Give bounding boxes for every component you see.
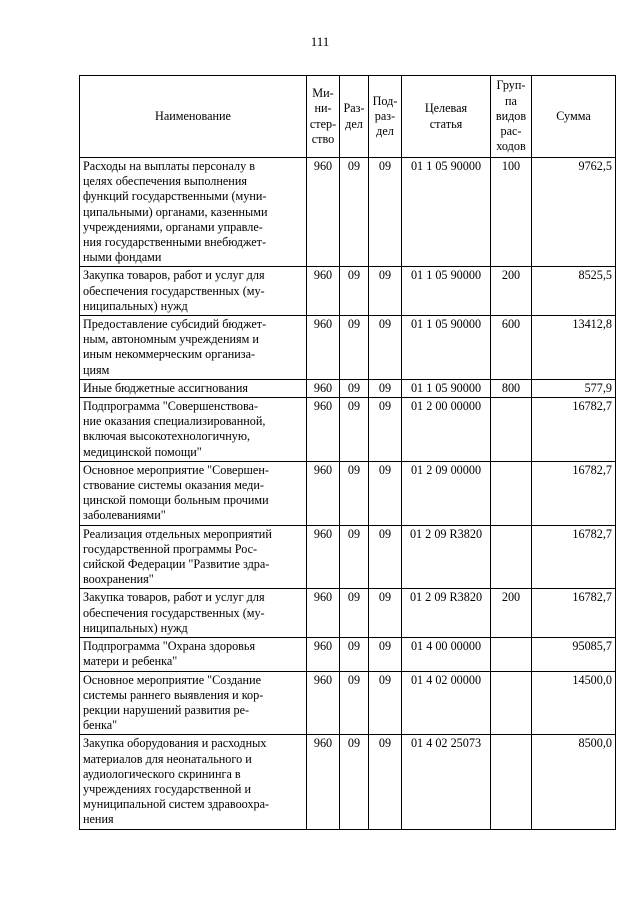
- cell-sum: 8525,5: [532, 267, 616, 316]
- cell-sum: 95085,7: [532, 638, 616, 671]
- header-name: Наименование: [80, 76, 307, 158]
- cell-subsection: 09: [369, 525, 402, 589]
- cell-ministry: 960: [307, 671, 340, 735]
- cell-subsection: 09: [369, 379, 402, 397]
- table-row: [80, 589, 616, 638]
- cell-section: 09: [340, 671, 369, 735]
- cell-name: Основное мероприятие "Совершен- ствование системы оказания меди- цинской помощи больным прочими заболеваниями": [80, 461, 307, 525]
- cell-group: [491, 735, 532, 829]
- cell-section: 09: [340, 589, 369, 638]
- cell-sum: 14500,0: [532, 671, 616, 735]
- cell-name: Закупка оборудования и расходных материалов для неонатального и аудиологического скрининга в учреждениях государственной и муниципальной систем здравоохра- нения: [80, 735, 307, 829]
- cell-subsection: 09: [369, 158, 402, 267]
- cell-target: 01 4 02 25073: [402, 735, 491, 829]
- cell-sum: 16782,7: [532, 525, 616, 589]
- cell-group: [491, 638, 532, 671]
- cell-ministry: 960: [307, 525, 340, 589]
- header-ministry: Ми- ни- стер- ство: [307, 76, 340, 158]
- cell-section: 09: [340, 379, 369, 397]
- cell-section: 09: [340, 525, 369, 589]
- cell-name: Расходы на выплаты персоналу в целях обеспечения выполнения функций государственными (муни- ципальными) органами, казенными учреждениями, органами управле- ния государственными внебюджет- ными фондами: [80, 158, 307, 267]
- table-row: [80, 379, 616, 397]
- table-row: [80, 735, 616, 829]
- cell-subsection: 09: [369, 461, 402, 525]
- cell-group: 600: [491, 316, 532, 380]
- cell-ministry: 960: [307, 735, 340, 829]
- cell-section: 09: [340, 316, 369, 380]
- header-group: Груп- па видов рас- ходов: [491, 76, 532, 158]
- header-section: Раз- дел: [340, 76, 369, 158]
- page-number: 111: [310, 34, 330, 49]
- cell-ministry: 960: [307, 379, 340, 397]
- cell-sum: 9762,5: [532, 158, 616, 267]
- cell-group: [491, 525, 532, 589]
- cell-sum: 16782,7: [532, 398, 616, 462]
- cell-target: 01 4 02 00000: [402, 671, 491, 735]
- cell-name: Подпрограмма "Совершенствова- ние оказания специализированной, включая высокотехнологичную, медицинской помощи": [80, 398, 307, 462]
- table-row: [80, 461, 616, 525]
- budget-table: [79, 75, 616, 830]
- cell-ministry: 960: [307, 589, 340, 638]
- cell-name: Иные бюджетные ассигнования: [80, 379, 307, 397]
- cell-sum: 16782,7: [532, 461, 616, 525]
- cell-name: Основное мероприятие "Создание системы раннего выявления и кор- рекции нарушений развития ре- бенка": [80, 671, 307, 735]
- cell-target: 01 4 00 00000: [402, 638, 491, 671]
- cell-section: 09: [340, 638, 369, 671]
- cell-section: 09: [340, 267, 369, 316]
- cell-subsection: 09: [369, 316, 402, 380]
- cell-group: [491, 671, 532, 735]
- header-row: [80, 76, 616, 158]
- cell-target: 01 2 09 R3820: [402, 525, 491, 589]
- cell-subsection: 09: [369, 671, 402, 735]
- cell-name: Закупка товаров, работ и услуг для обеспечения государственных (му- ниципальных) нужд: [80, 589, 307, 638]
- cell-group: 200: [491, 267, 532, 316]
- cell-ministry: 960: [307, 158, 340, 267]
- cell-name: Закупка товаров, работ и услуг для обеспечения государственных (му- ниципальных) нужд: [80, 267, 307, 316]
- table-row: [80, 525, 616, 589]
- cell-group: [491, 398, 532, 462]
- cell-sum: 577,9: [532, 379, 616, 397]
- cell-section: 09: [340, 461, 369, 525]
- cell-section: 09: [340, 158, 369, 267]
- cell-subsection: 09: [369, 589, 402, 638]
- cell-ministry: 960: [307, 267, 340, 316]
- cell-ministry: 960: [307, 398, 340, 462]
- cell-name: Реализация отдельных мероприятий государственной программы Рос- сийской Федерации "Развитие здра- воохранения": [80, 525, 307, 589]
- table-row: [80, 638, 616, 671]
- cell-subsection: 09: [369, 398, 402, 462]
- cell-target: 01 2 09 00000: [402, 461, 491, 525]
- cell-ministry: 960: [307, 638, 340, 671]
- cell-name: Подпрограмма "Охрана здоровья матери и ребенка": [80, 638, 307, 671]
- cell-section: 09: [340, 735, 369, 829]
- cell-group: 100: [491, 158, 532, 267]
- cell-group: 800: [491, 379, 532, 397]
- table-row: [80, 671, 616, 735]
- table-row: [80, 158, 616, 267]
- cell-subsection: 09: [369, 735, 402, 829]
- header-target: Целевая статья: [402, 76, 491, 158]
- cell-target: 01 2 09 R3820: [402, 589, 491, 638]
- cell-ministry: 960: [307, 461, 340, 525]
- cell-group: [491, 461, 532, 525]
- cell-section: 09: [340, 398, 369, 462]
- cell-target: 01 1 05 90000: [402, 316, 491, 380]
- cell-sum: 13412,8: [532, 316, 616, 380]
- cell-target: 01 1 05 90000: [402, 158, 491, 267]
- table-row: [80, 316, 616, 380]
- cell-ministry: 960: [307, 316, 340, 380]
- header-sum: Сумма: [532, 76, 616, 158]
- table-body: [80, 158, 616, 830]
- header-subsection: Под- раз- дел: [369, 76, 402, 158]
- table-row: [80, 267, 616, 316]
- cell-sum: 16782,7: [532, 589, 616, 638]
- cell-name: Предоставление субсидий бюджет- ным, автономным учреждениям и иным некоммерческим организа- циям: [80, 316, 307, 380]
- cell-target: 01 2 00 00000: [402, 398, 491, 462]
- cell-group: 200: [491, 589, 532, 638]
- cell-target: 01 1 05 90000: [402, 379, 491, 397]
- cell-sum: 8500,0: [532, 735, 616, 829]
- cell-subsection: 09: [369, 267, 402, 316]
- cell-target: 01 1 05 90000: [402, 267, 491, 316]
- cell-subsection: 09: [369, 638, 402, 671]
- table-row: [80, 398, 616, 462]
